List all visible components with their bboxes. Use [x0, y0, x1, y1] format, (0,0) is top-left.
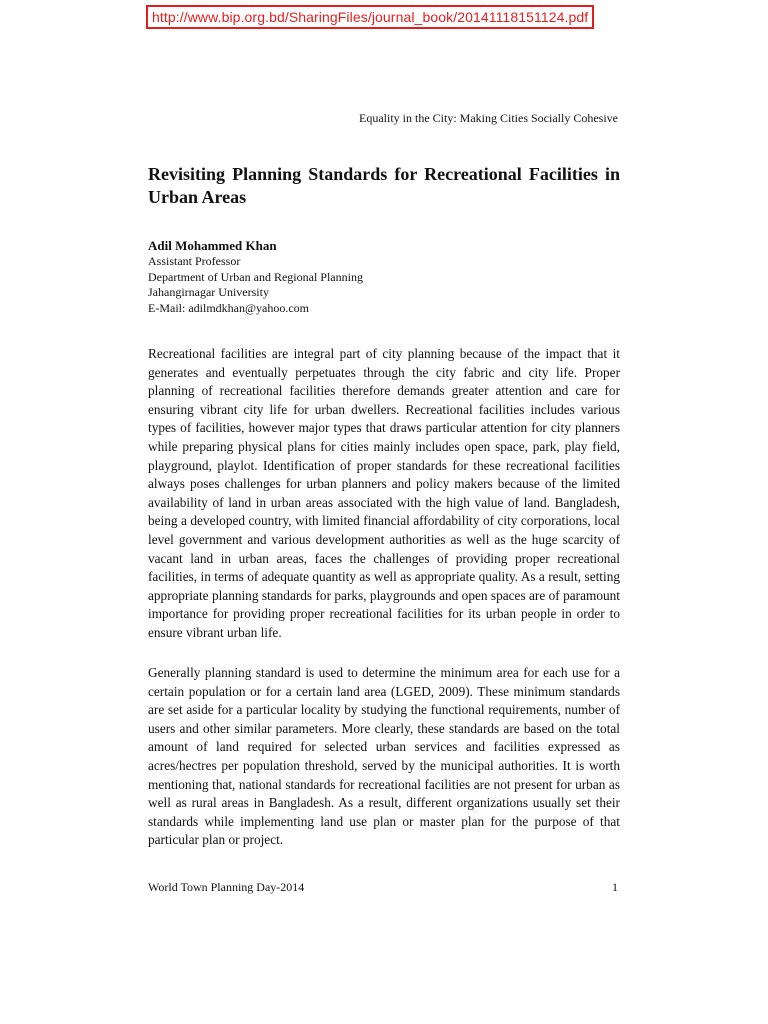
footer-title: World Town Planning Day-2014	[148, 880, 305, 894]
author-university: Jahangirnagar University	[148, 285, 269, 299]
page-number: 1	[612, 880, 618, 894]
author-block	[148, 237, 363, 316]
article-title: Revisiting Planning Standards for Recreational Facilities in Urban Areas	[148, 164, 620, 207]
author-name: Adil Mohammed Khan	[148, 238, 277, 253]
source-url-link[interactable]: http://www.bip.org.bd/SharingFiles/journal_book/20141118151124.pdf	[146, 5, 594, 29]
author-position: Assistant Professor	[148, 254, 241, 268]
author-department: Department of Urban and Regional Planning	[148, 269, 363, 284]
author-email: E-Mail: adilmdkhan@yahoo.com	[148, 300, 310, 315]
body-paragraph-2: Generally planning standard is used to determine the minimum area for each use for a certain population or for a certain land area (LGED, 2009). These minimum standards are set aside for a particular locality by studying the functional requirements, number of users and other similar parameters. More clearly, these standards are based on the total amount of land required for selected urban services and facilities expressed as acres/hectres per population threshold, served by the municipal authorities. It is worth mentioning that, national standards for recreational facilities are not present for urban as well as rural areas in Bangladesh. As a result, different organizations usually set their standards while implementing land use plan or master plan for the purpose of that particular plan or project.	[148, 665, 620, 848]
running-head: Equality in the City: Making Cities Socially Cohesive	[359, 111, 618, 125]
body-paragraph-1: Recreational facilities are integral part of city planning because of the impact that it generates and eventually perpetuates through the city fabric and city life. Proper planning of recreational facilities therefore demands greater attention and care for ensuring vibrant city life for urban dwellers. Recreational facilities includes various types of facilities, however major types that draws particular attention for city planners while preparing physical plans for cities mainly includes open space, park, play field, playground, playlot. Identification of proper standards for these recreational facilities always poses challenges for urban planners and policy makers because of the limited availability of land in urban areas associated with the high value of land. Bangladesh, being a developed country, with limited financial affordability of city corporations, local level government and various development authorities as well as the huge scarcity of vacant land in urban areas, faces the challenges of providing proper recreational facilities, in terms of adequate quantity as well as appropriate quality. As a result, setting appropriate planning standards for parks, playgrounds and open spaces are of paramount importance for providing proper recreational facilities for its urban people in order to ensure vibrant urban life.	[148, 346, 620, 640]
